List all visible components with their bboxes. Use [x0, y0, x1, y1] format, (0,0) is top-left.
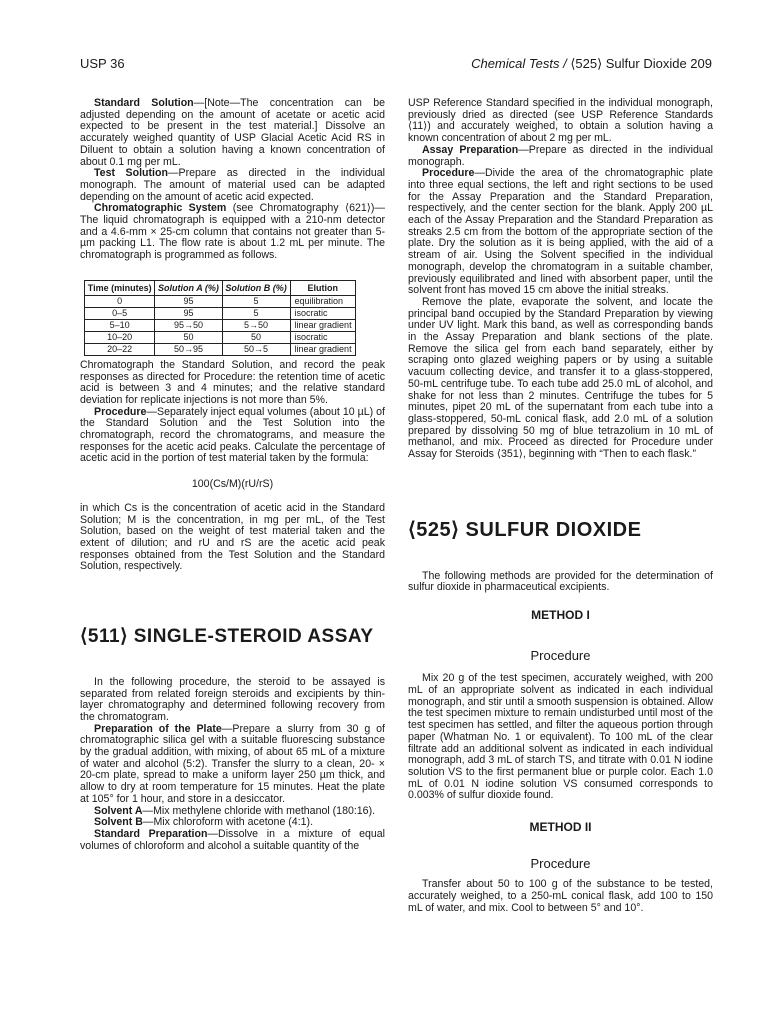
test-solution-para [80, 168, 385, 203]
formula: 100(Cs/M)(rU/rS) [191, 478, 274, 491]
procedure-text: —Separately inject equal volumes (about 10 µL) of the Standard Solution and the Test Solution into the chromatograph, record the chromatograms, and measure the responses for the acetic acid peaks. Calculate the percentage of acetic acid in the portion of test material taken by the formula: [80, 405, 385, 465]
left-column [80, 98, 385, 852]
preparation-plate-label: Preparation of the Plate [94, 722, 222, 735]
table-cell: linear gradient [290, 319, 355, 331]
procedure-2-heading: Procedure [530, 855, 591, 871]
procedure-511-label: Procedure [422, 167, 475, 180]
table-cell: 50 [222, 331, 290, 343]
running-header-right [471, 56, 712, 72]
table-header: Solution B (%) [222, 280, 290, 295]
assay-preparation-text: —Prepare as directed in the individual monograph. [408, 143, 713, 168]
procedure-1-text: Mix 20 g of the test specimen, accurately weighed, with 200 mL of an appropriate solvent as indicated in each individual monograph, and stir until a smooth suspension is obtained. Allow the test specimen mixture to remain undisturbed until most of the test specimen has settled, and filter the aqueous portion through paper (Whatman No. 1 or equivalent). To 100 mL of the clear filtrate add an additional solvent as indicated in each individual monograph, add 3 mL of starch TS, and titrate with 0.01 N iodine solution VS to the first permanent blue or purple color. Each 1.0 mL of 0.01 N iodine solution VS consumed corresponds to 0.003% of sulfur dioxide found. [408, 672, 713, 802]
section-title-511: ⟨511⟩ SINGLE-STEROID ASSAY [80, 626, 374, 648]
procedure-label: Procedure [94, 405, 147, 418]
gradient-table [84, 280, 356, 356]
assay-preparation-para [408, 145, 713, 168]
table-cell: isocratic [290, 331, 355, 343]
preparation-plate-para [80, 724, 385, 806]
test-solution-text: —Prepare as directed in the individual monograph. The amount of material used can be adapted depending on the amount of acetic acid expected. [80, 167, 385, 203]
table-cell: 10–20 [85, 331, 155, 343]
table-cell: 5→50 [222, 319, 290, 331]
table-header: Solution A (%) [155, 280, 222, 295]
solvent-b-text: —Mix chloroform with acetone (4:1). [142, 816, 314, 829]
table-cell: 20–22 [85, 343, 155, 355]
table-cell: 95 [155, 307, 222, 319]
method-1-heading: METHOD I [531, 607, 590, 622]
chromatographic-system-para [80, 203, 385, 262]
assay-preparation-label: Assay Preparation [422, 143, 519, 156]
standard-solution-label: Standard Solution [94, 97, 194, 109]
remove-plate-para: Remove the plate, evaporate the solvent, and locate the principal band occupied by the Standard Preparation by viewing under UV light. Mark this band, as well as corresponding bands in the Assay Preparation and blank sections of the plate. Remove the silica gel from each band separately, either by scraping onto glazed weighing papers or by using a suitable vacuum collecting device, and transfer it to a glass-stoppered, 50-mL centrifuge tube. To each tube add 25.0 mL of alcohol, and shake for not less than 2 minutes. Centrifuge the tubes for 5 minutes, pipet 20 mL of the supernatant from each tube into a glass-stoppered, 50-mL conical flask, add 2.0 mL of a solution prepared by dissolving 50 mg of blue tetrazolium in 10 mL of methanol, and mix. Proceed as directed for Procedure under Assay for Steroids ⟨351⟩, beginning with “Then to each flask.” [408, 295, 713, 461]
intro-525: The following methods are provided for the determination of sulfur dioxide in pharmaceutical excipients. [408, 569, 713, 594]
table-cell: 95→50 [155, 319, 222, 331]
test-solution-label: Test Solution [94, 167, 168, 180]
chromatograph-para: Chromatograph the Standard Solution, and record the peak responses as directed for Procedure: the retention time of acetic acid is between 3 and 4 minutes; and the relative standard deviation for replicate injections is not more than 5%. [80, 358, 385, 406]
table-row [85, 343, 356, 355]
method-2-heading: METHOD II [529, 820, 592, 835]
standard-preparation-text: —Dissolve in a mixture of equal volumes of chloroform and alcohol a suitable quantity of the [80, 827, 385, 852]
table-cell: 0–5 [85, 307, 155, 319]
formula-explanation: in which Cs is the concentration of acetic acid in the Standard Solution; M is the concentration, in mg per mL, of the Test Solution, based on the weight of test material taken and the extent of dilution; and rU and rS are the acetic acid peak responses obtained from the Test Solution and the Standard Solution, respectively. [80, 501, 385, 573]
table-cell: linear gradient [290, 343, 355, 355]
section-title-525: ⟨525⟩ SULFUR DIOXIDE [408, 518, 642, 541]
table-row [85, 319, 356, 331]
table-header: Time (minutes) [85, 280, 155, 295]
table-row [85, 331, 356, 343]
table-cell: equilibration [290, 295, 355, 307]
procedure-2-text: Transfer about 50 to 100 g of the substance to be tested, accurately weighed, to a 250-mL conical flask, add 100 to 150 mL of water, and mix. Cool to between 5° and 10°. [408, 878, 713, 914]
table-cell: isocratic [290, 307, 355, 319]
continued-para: USP Reference Standard specified in the individual monograph, previously dried as directed (see USP Reference Standards ⟨11⟩) and accurately weighed, to obtain a solution having a known concentration of about 2 mg per mL. [408, 97, 713, 145]
table-cell: 50→95 [155, 343, 222, 355]
table-cell: 0 [85, 295, 155, 307]
chromatographic-system-text: (see Chromatography ⟨621⟩)—The liquid chromatograph is equipped with a 210-nm detector and a 4.6-mm × 25-cm column that contains not greater than 5-µm packing L1. The flow rate is about 1.2 mL per minute. The chromatograph is programmed as follows. [80, 202, 386, 262]
procedure-511-text: —Divide the area of the chromatographic plate into three equal sections, the left and right sections to be used for the Assay Preparation and the Standard Preparation, respectively, and the center section for the blank. Apply 200 µL each of the Assay Preparation and the Standard Preparation as streaks 2.5 cm from the bottom of the appropriate section of the plate. Dry the solution as it is being applied, with the aid of a stream of air. Using the Solvent specified in the individual monograph, develop the chromatogram in a suitable chamber, previously equilibrated and lined with absorbent paper, until the solvent front has moved 15 cm above the initial streaks. [408, 167, 713, 297]
intro-511: In the following procedure, the steroid to be assayed is separated from related foreign steroids and excipients by thin-layer chromatography and determined following recovery from the chromatogram. [80, 675, 385, 723]
standard-solution-text: —[Note—The concentration can be adjusted depending on the amount of acetate or acetic acid expected to be present in the test material.] Dissolve an accurately weighed quantity of USP Glacial Acetic Acid RS in Diluent to obtain a solution having a known concentration of about 0.1 mg per mL. [80, 97, 385, 168]
procedure-511-para [408, 168, 713, 297]
standard-preparation-label: Standard Preparation [94, 827, 208, 840]
table-cell: 50 [155, 331, 222, 343]
header-italic: Chemical Tests / [471, 56, 571, 71]
solvent-b-label: Solvent B [94, 816, 143, 829]
right-column [408, 98, 713, 915]
table-row [85, 295, 356, 307]
table-row [85, 307, 356, 319]
running-header-left: USP 36 [80, 56, 125, 71]
table-header: Elution [290, 280, 355, 295]
solvent-a-label: Solvent A [94, 804, 143, 817]
table-cell: 5 [222, 307, 290, 319]
table-cell: 5 [222, 295, 290, 307]
table-cell: 50→5 [222, 343, 290, 355]
preparation-plate-text: —Prepare a slurry from 30 g of chromatographic silica gel with a suitable fluorescing substance by the gradual addition, with mixing, of about 65 mL of a mixture of water and alcohol (5:2). Transfer the slurry to a clean, 20- × 20-cm plate, spread to make a uniform layer 250 µm thick, and allow to dry at room temperature for 15 minutes. Heat the plate at 105° for 1 hour, and store in a desiccator. [80, 722, 385, 805]
procedure-para [80, 407, 385, 466]
chromatographic-system-label: Chromatographic System [94, 202, 227, 215]
header-rest: ⟨525⟩ Sulfur Dioxide 209 [570, 56, 712, 71]
solvent-a-text: —Mix methylene chloride with methanol (180:16). [142, 804, 376, 817]
standard-preparation-para [80, 829, 385, 852]
standard-solution-para [80, 98, 385, 168]
table-cell: 95 [155, 295, 222, 307]
table-cell: 5–10 [85, 319, 155, 331]
procedure-1-heading: Procedure [530, 647, 591, 663]
